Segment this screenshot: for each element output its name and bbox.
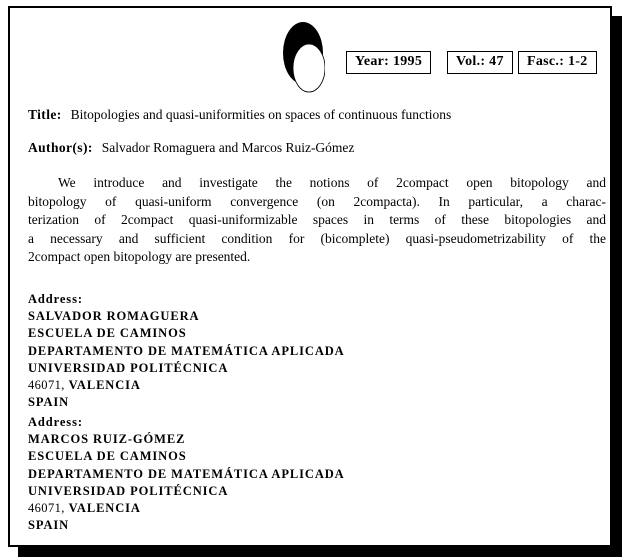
year-badge: Year: 1995 [346, 51, 431, 74]
abstract-line: bitopology of quasi-uniform convergence (on 2compacta). In particular, a charac- [28, 193, 606, 209]
abstract-line: a necessary and sufficient condition for (bicomplete) quasi-pseudometrizability of the [28, 230, 606, 246]
address-block-author-1 [28, 291, 345, 411]
title-text: Bitopologies and quasi-uniformities on spaces of continuous functions [70, 107, 452, 122]
address-label: Address: [28, 292, 83, 306]
title-label: Title: [28, 107, 62, 122]
abstract-line: 2compact open bitopology are presented. [28, 249, 251, 264]
author-line [28, 140, 598, 156]
address-school: ESCUELA DE CAMINOS [28, 449, 187, 464]
authors-label: Author(s): [28, 140, 93, 155]
authors-text: Salvador Romaguera and Marcos Ruiz-Gómez [101, 140, 355, 155]
abstract-paragraph [28, 174, 606, 267]
address-name: MARCOS RUIZ-GÓMEZ [28, 432, 186, 447]
address-department: DEPARTAMENTO DE MATEMÁTICA APLICADA [28, 466, 345, 481]
address-city: VALENCIA [68, 378, 141, 393]
address-country: SPAIN [28, 395, 70, 410]
volume-badge: Vol.: 47 [447, 51, 513, 74]
address-name: SALVADOR ROMAGUERA [28, 309, 200, 324]
address-country: SPAIN [28, 518, 70, 533]
document-sheet [8, 6, 612, 547]
address-university: UNIVERSIDAD POLITÉCNICA [28, 483, 229, 498]
address-department: DEPARTAMENTO DE MATEMÁTICA APLICADA [28, 343, 345, 358]
address-city-line [28, 500, 345, 517]
address-city: VALENCIA [68, 501, 141, 516]
address-school: ESCUELA DE CAMINOS [28, 326, 187, 341]
title-line [28, 107, 598, 123]
address-block-author-2 [28, 414, 345, 534]
fascicle-badge: Fasc.: 1-2 [518, 51, 597, 74]
address-zip: 46071, [28, 501, 65, 516]
abstract-line: terization of 2compact quasi-uniformizable spaces in terms of these bitopologies and [28, 212, 606, 227]
abstract-line: We introduce and investigate the notions of 2compact open bitopology and [58, 175, 606, 190]
address-university: UNIVERSIDAD POLITÉCNICA [28, 360, 229, 375]
address-zip: 46071, [28, 378, 65, 393]
address-label: Address: [28, 415, 83, 429]
journal-logo-icon [283, 22, 325, 100]
address-city-line [28, 377, 345, 394]
